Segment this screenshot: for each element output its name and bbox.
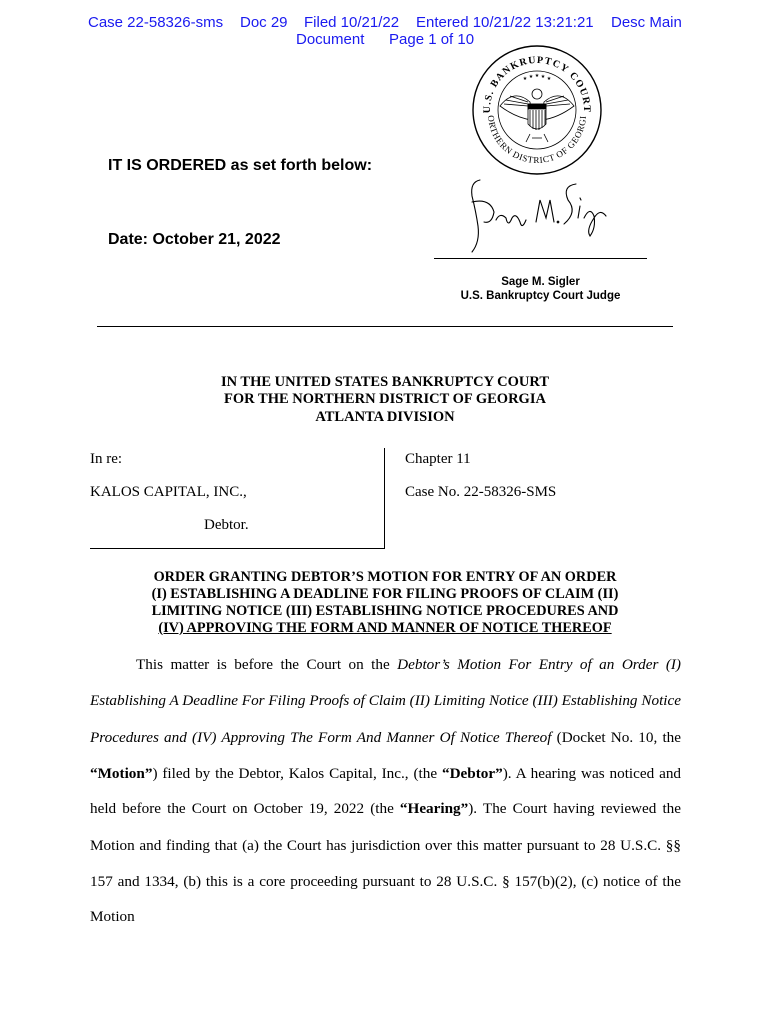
body-line-4-text-b: ). A hearing was noticed and [502,765,682,782]
body-line-3-text: (Docket No. 10, the [551,729,682,746]
ecf-page-count: Page 1 of 10 [389,31,475,48]
body-line-8: Motion [90,908,135,925]
body-line-4-text-a: ) filed by the Debtor, Kalos Capital, Inc., (the [152,765,442,782]
defined-term-motion: “Motion” [90,765,153,782]
caption-case-number: Case No. 22-58326-SMS [405,484,557,500]
caption-debtor-label: Debtor. [204,517,249,533]
judge-signature [450,172,610,254]
seal-bottom-text: ORTHERN DISTRICT OF GEORGI [485,114,589,166]
ecf-entered-date: Entered 10/21/22 13:21:21 [416,14,594,31]
svg-text:★: ★ [522,76,528,82]
body-line-6: Motion and finding that (a) the Court has jurisdiction over this matter pursuant to 28 U.S.C. §§ [90,837,681,854]
caption-vertical-rule [384,448,385,548]
body-line-3 [90,729,681,747]
order-title-line-1: ORDER GRANTING DEBTOR’S MOTION FOR ENTRY OF AN ORDER [153,569,617,585]
ecf-doc-number: Doc 29 [240,14,288,31]
svg-text:★: ★ [540,74,546,80]
judge-name: Sage M. Sigler [501,276,580,288]
order-title-line-4 [0,620,770,637]
motion-title-part-3: Procedures and (IV) Approving The Form And Manner Of Notice Thereof [90,729,552,746]
signature-line [434,258,647,259]
ecf-document-label: Document [296,31,365,48]
body-line-5-text-a: held before the Court on October 19, 2022 (the [90,800,400,817]
body-line-1 [136,656,681,674]
ecf-filed-date: Filed 10/21/22 [304,14,400,31]
defined-term-hearing: “Hearing” [399,800,469,817]
motion-title-part-2: Establishing A Deadline For Filing Proofs of Claim (II) Limiting Notice (III) Establishing Notice [90,692,681,709]
svg-text:★: ★ [528,74,534,80]
order-separator [97,326,673,327]
court-seal [470,44,604,176]
body-line-4 [90,765,681,783]
defined-term-debtor: “Debtor” [441,765,503,782]
ordered-line: IT IS ORDERED as set forth below: [108,157,373,174]
court-heading-line-2: FOR THE NORTHERN DISTRICT OF GEORGIA [224,391,546,407]
body-line-7: 157 and 1334, (b) this is a core proceeding pursuant to 28 U.S.C. § 157(b)(2), (c) notice of the [90,873,681,890]
body-line-2 [90,692,681,710]
order-date: Date: October 21, 2022 [108,231,281,248]
svg-text:★: ★ [546,76,552,82]
order-title-line-4-text: (IV) APPROVING THE FORM AND MANNER OF NOTICE THEREOF [158,620,612,636]
order-title-line-3: LIMITING NOTICE (III) ESTABLISHING NOTICE PROCEDURES AND [151,603,619,619]
caption-debtor-name: KALOS CAPITAL, INC., [90,484,247,500]
caption-bottom-rule [90,548,385,549]
court-heading-line-3: ATLANTA DIVISION [315,409,455,425]
court-heading-line-1: IN THE UNITED STATES BANKRUPTCY COURT [220,374,550,390]
seal-top-text: U.S. BANKRUPTCY COURT [481,54,593,114]
judge-title: U.S. Bankruptcy Court Judge [460,290,621,302]
body-line-1-text: This matter is before the Court on the [136,656,398,673]
ecf-case-number: Case 22-58326-sms [88,14,224,31]
body-line-5 [90,800,681,818]
caption-chapter: Chapter 11 [405,451,471,467]
body-line-5-text-b: ). The Court having reviewed the [468,800,681,817]
caption-in-re: In re: [90,451,123,467]
svg-text:★: ★ [534,73,540,79]
order-title-line-2: (I) ESTABLISHING A DEADLINE FOR FILING PROOFS OF CLAIM (II) [151,586,619,602]
ecf-desc: Desc Main [611,14,682,31]
motion-title-part-1: Debtor’s Motion For Entry of an Order (I) [397,656,681,673]
